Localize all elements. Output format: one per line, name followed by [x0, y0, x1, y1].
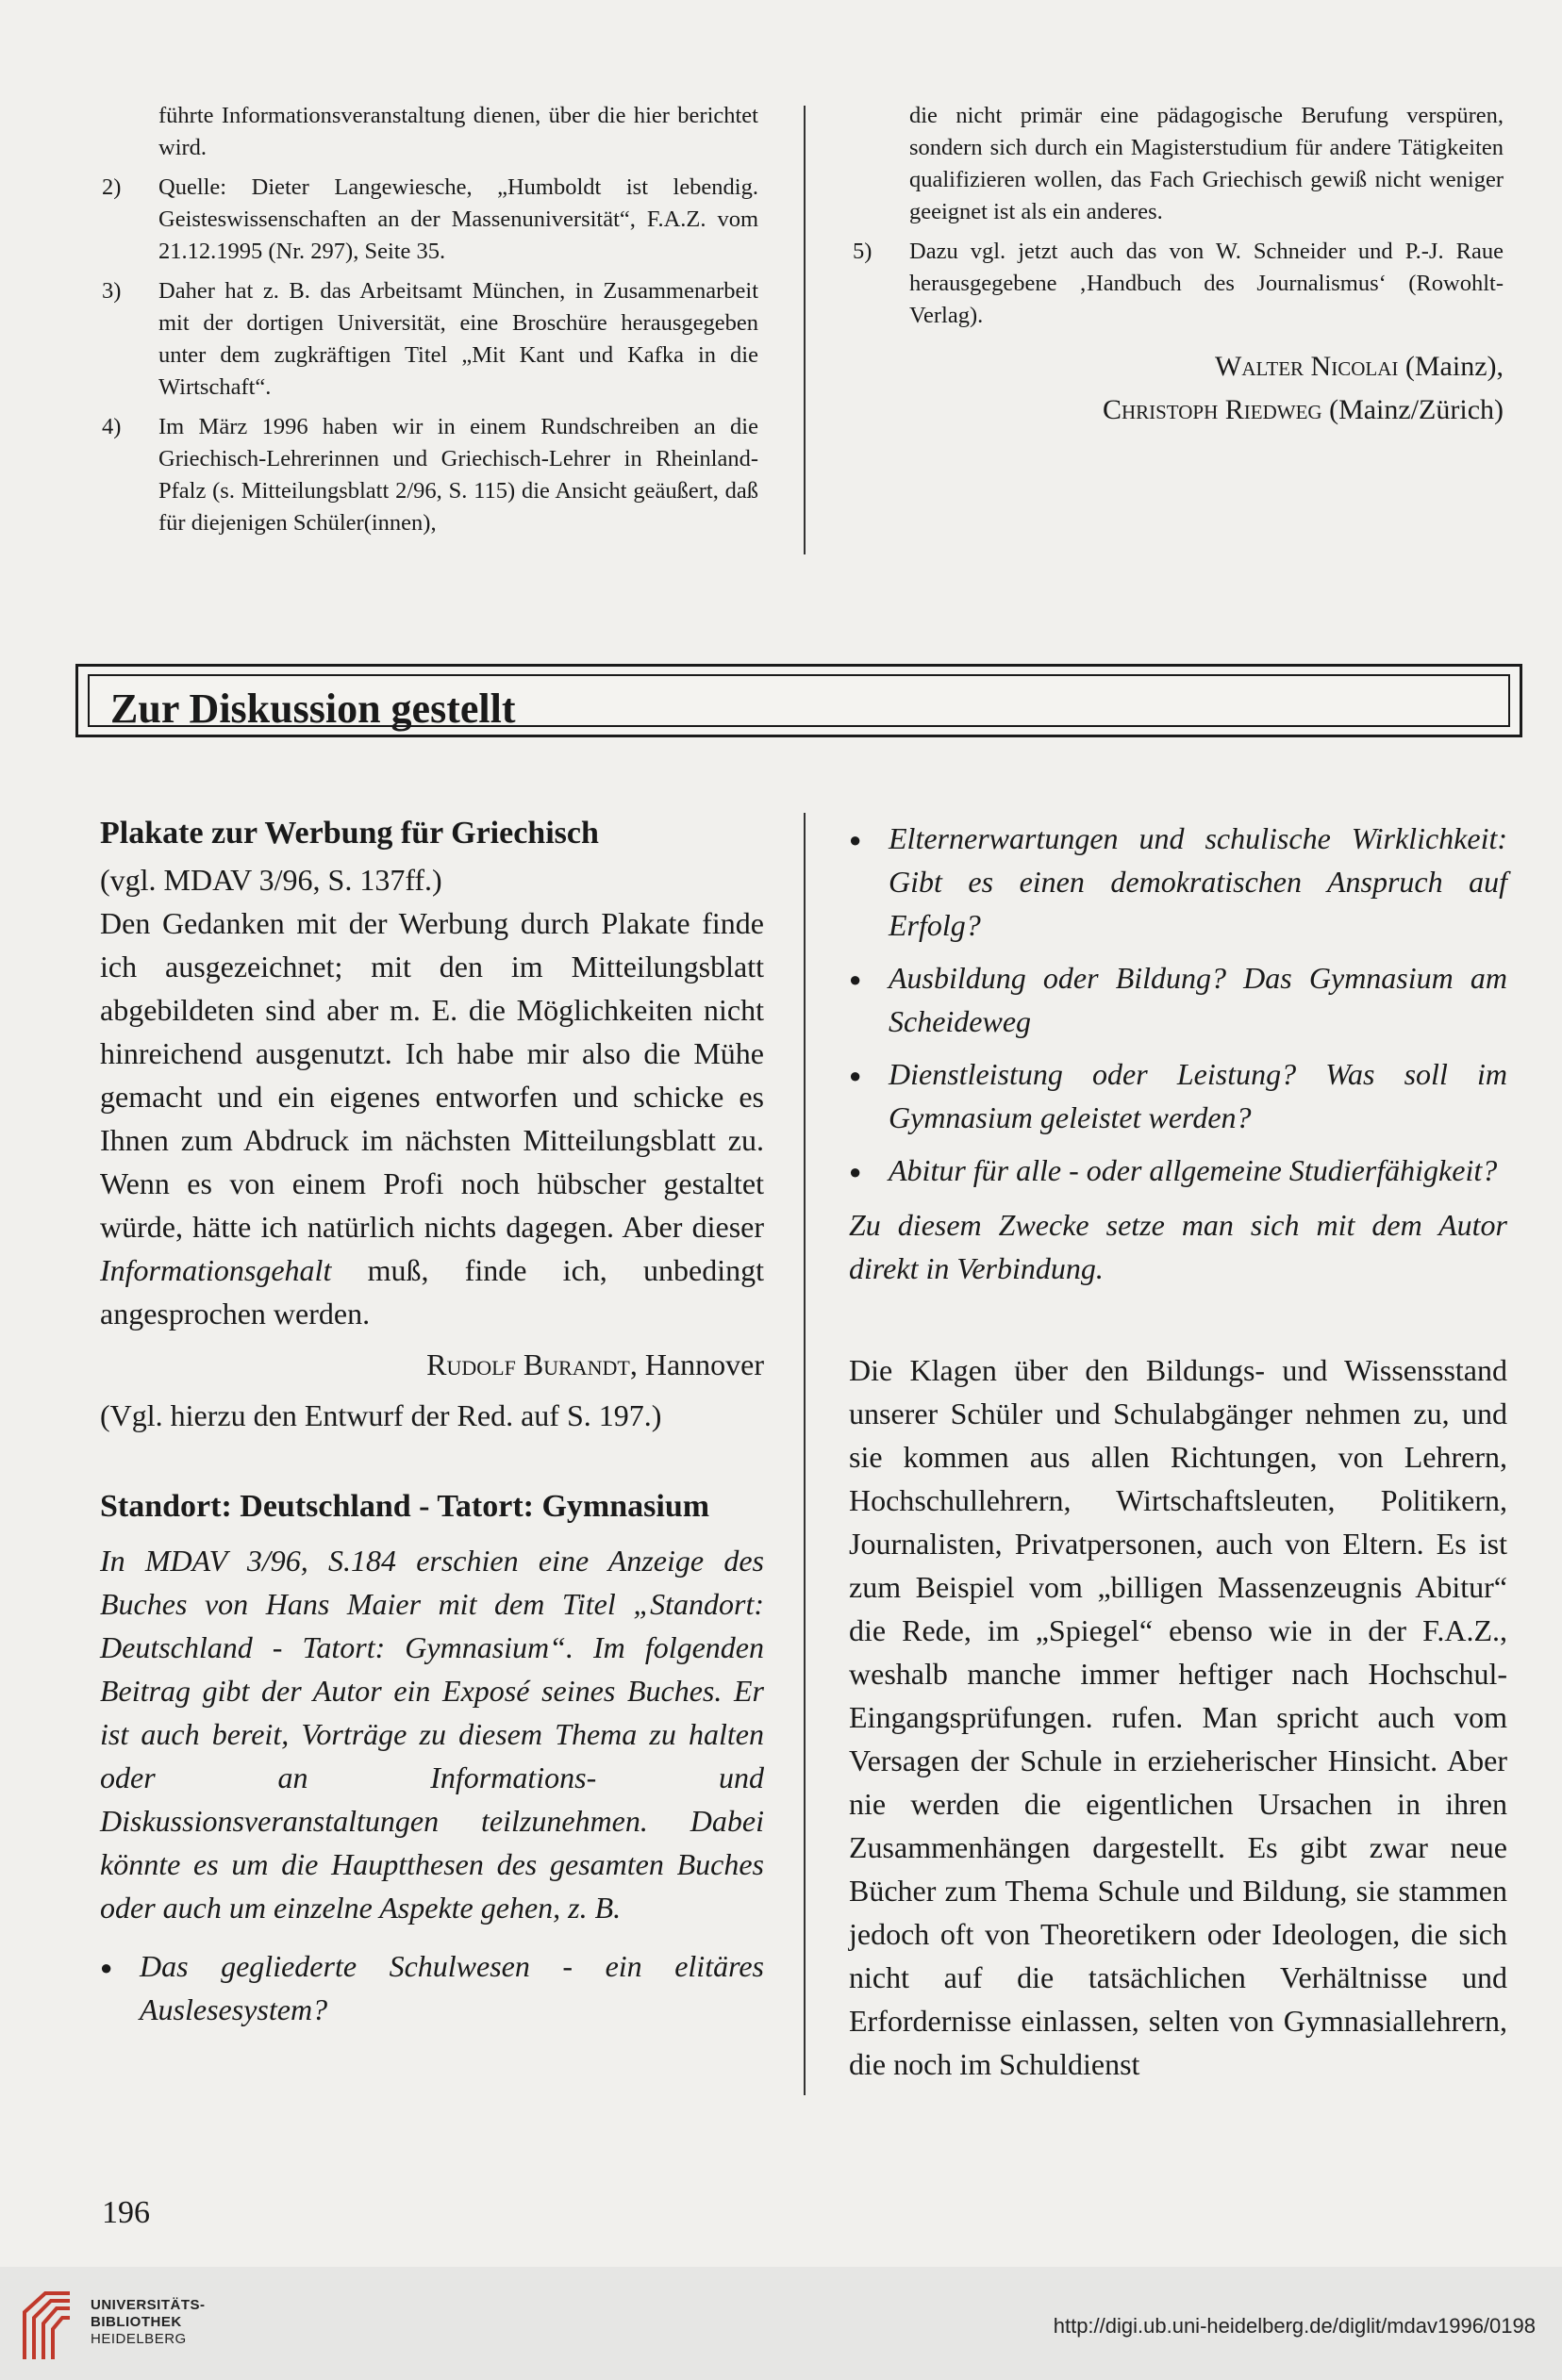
- article-heading: Standort: Deutschland - Tatort: Gymnasium: [100, 1489, 710, 1524]
- bullet-icon: ●: [849, 1160, 862, 1183]
- footnote-number: 3): [102, 278, 122, 304]
- footnote-4: [98, 411, 758, 539]
- list-item: [100, 1944, 764, 2031]
- article-heading: Plakate zur Werbung für Griechisch: [100, 816, 599, 851]
- body-emphasis: Informationsgehalt: [100, 1253, 332, 1287]
- bullet-icon: ●: [100, 1956, 113, 1979]
- right-column: [849, 817, 1507, 2086]
- contact-note: Zu diesem Zwecke setze man sich mit dem Autor direkt in Verbindung.: [849, 1208, 1507, 1285]
- list-item-text: Elternerwartungen und schulische Wirklichkeit: Gibt es einen demokratischen Anspruch auf Erfolg?: [889, 821, 1507, 942]
- footnote-continuation: führte Informationsveranstaltung dienen, über die hier berichtet wird.: [158, 103, 758, 160]
- library-name-line: HEIDELBERG: [91, 2331, 187, 2347]
- author-signature: [849, 345, 1504, 432]
- list-item: [849, 817, 1507, 947]
- author-place: , Hannover: [629, 1347, 764, 1381]
- footnote-text: Daher hat z. B. das Arbeitsamt München, in Zusammenarbeit mit der dortigen Universität, eine Broschüre herausgegeben unter dem zugkräftigen Titel „Mit Kant und Kafka in die Wirtschaft“.: [158, 278, 758, 400]
- article-reference: (vgl. MDAV 3/96, S. 137ff.): [100, 863, 442, 897]
- top-right-footnotes: [849, 100, 1504, 432]
- author-place: (Mainz/Zürich): [1321, 394, 1504, 425]
- library-name: [91, 2297, 206, 2348]
- footnote-continuation: die nicht primär eine pädagogische Berufung verspüren, sondern sich durch ein Magisterstudium für andere Tätigkeiten qualifizieren wollen, das Fach Griechisch gewiß nicht weniger geeignet ist als ein anderes.: [909, 103, 1504, 224]
- permalink-url[interactable]: http://digi.ub.uni-heidelberg.de/diglit/mdav1996/0198: [1053, 2314, 1536, 2338]
- list-item-text: Das gegliederte Schulwesen - ein elitäres Auslesesystem?: [140, 1949, 764, 2026]
- footnote-number: 5): [853, 239, 872, 264]
- list-item: [849, 956, 1507, 1043]
- bullet-icon: ●: [849, 1064, 862, 1087]
- article-body: [100, 901, 764, 1335]
- banner-frame: [88, 674, 1510, 732]
- library-name-line: UNIVERSITÄTS-: [91, 2297, 206, 2313]
- editorial-note: (Vgl. hierzu den Entwurf der Red. auf S. 197.): [100, 1398, 662, 1432]
- section-banner: [75, 664, 1522, 737]
- author-name: Walter Nicolai: [1215, 351, 1399, 382]
- page-number: 196: [102, 2195, 150, 2230]
- list-item-text: Abitur für alle - oder allgemeine Studierfähigkeit?: [889, 1153, 1498, 1187]
- library-name-line: BIBLIOTHEK: [91, 2314, 182, 2330]
- author-place: (Mainz),: [1398, 351, 1504, 382]
- footnote-text: Im März 1996 haben wir in einem Rundschreiben an die Griechisch-Lehrerinnen und Griechisch-Lehrer in Rheinland-Pfalz (s. Mitteilungsblatt 2/96, S. 115) die Ansicht geäußert, daß für diejenigen Schüler(innen),: [158, 414, 758, 536]
- library-logo-icon: [17, 2288, 79, 2363]
- topic-list: [849, 817, 1507, 1194]
- bullet-icon: ●: [849, 967, 862, 991]
- top-left-footnotes: [98, 100, 758, 547]
- footnote-3: [98, 275, 758, 404]
- list-item: [849, 1149, 1507, 1194]
- body-text: muß, finde ich, unbedingt angesprochen werden.: [100, 1253, 764, 1330]
- section-title: Zur Diskussion gestellt: [110, 686, 516, 732]
- footnote-number: 2): [102, 174, 122, 200]
- footnote-number: 4): [102, 414, 122, 439]
- footnote-5: [849, 236, 1504, 332]
- list-item-text: Ausbildung oder Bildung? Das Gymnasium am Scheideweg: [889, 961, 1507, 1038]
- bullet-icon: ●: [849, 828, 862, 851]
- author-signature: [100, 1343, 764, 1386]
- footnote-2: [98, 172, 758, 268]
- footer-bar: [0, 2267, 1562, 2380]
- left-column: [100, 811, 764, 2041]
- article-intro: In MDAV 3/96, S.184 erschien eine Anzeige des Buches von Hans Maier mit dem Titel „Standort: Deutschland - Tatort: Gymnasium“. Im folgenden Beitrag gibt der Autor ein Exposé seines Buches. Er ist auch bereit, Vorträge zu diesem Thema zu halten oder an Informations- und Diskussionsveranstaltungen teilzunehmen. Dabei könnte es um die Hauptthesen des gesamten Buches oder auch um einzelne Aspekte gehen, z. B.: [100, 1544, 764, 1925]
- footnote-text: Quelle: Dieter Langewiesche, „Humboldt ist lebendig. Geisteswissenschaften an der Massenuniversität“, F.A.Z. vom 21.12.1995 (Nr. 297), Seite 35.: [158, 174, 758, 264]
- author-name: Rudolf Burandt: [426, 1347, 630, 1381]
- topic-list: [100, 1944, 764, 2031]
- footnote-text: Dazu vgl. jetzt auch das von W. Schneider und P.-J. Raue herausgegebene ‚Handbuch des Journalismus‘ (Rowohlt-Verlag).: [909, 239, 1504, 328]
- list-item-text: Dienstleistung oder Leistung? Was soll im Gymnasium geleistet werden?: [889, 1057, 1507, 1134]
- author-name: Christoph Riedweg: [1102, 394, 1322, 425]
- column-divider-top: [804, 106, 806, 554]
- column-divider-body: [804, 813, 806, 2095]
- article-body: Die Klagen über den Bildungs- und Wissensstand unserer Schüler und Schulabgänger nehmen zu, und sie kommen aus allen Richtungen, von Lehrern, Hochschullehrern, Wirtschaftsleuten, Politikern, Journalisten, Privatpersonen, auch von Eltern. Es ist zum Beispiel vom „billigen Massenzeugnis Abitur“ die Rede, im „Spiegel“ ebenso wie in der F.A.Z., weshalb manche immer heftiger nach Hochschul-Eingangsprüfungen. rufen. Man spricht auch vom Versagen der Schule in erzieherischer Hinsicht. Aber nie werden die eigentlichen Ursachen in ihren Zusammenhängen dargestellt. Es gibt zwar neue Bücher zum Thema Schule und Bildung, sie stammen jedoch oft von Theoretikern oder Ideologen, die sich nicht auf die tatsächlichen Verhältnisse und Erfordernisse einlassen, selten von Gymnasiallehrern, die noch im Schuldienst: [849, 1353, 1507, 2081]
- body-text: Den Gedanken mit der Werbung durch Plakate finde ich ausgezeichnet; mit den im Mitteilungsblatt abgebildeten sind aber m. E. die Möglichkeiten nicht hinreichend ausgenutzt. Ich habe mir also die Mühe gemacht und ein eigenes entworfen und schicke es Ihnen zum Abdruck im nächsten Mitteilungsblatt zu. Wenn es von einem Profi noch hübscher gestaltet würde, hätte ich natürlich nichts dagegen. Aber dieser: [100, 906, 764, 1244]
- list-item: [849, 1052, 1507, 1139]
